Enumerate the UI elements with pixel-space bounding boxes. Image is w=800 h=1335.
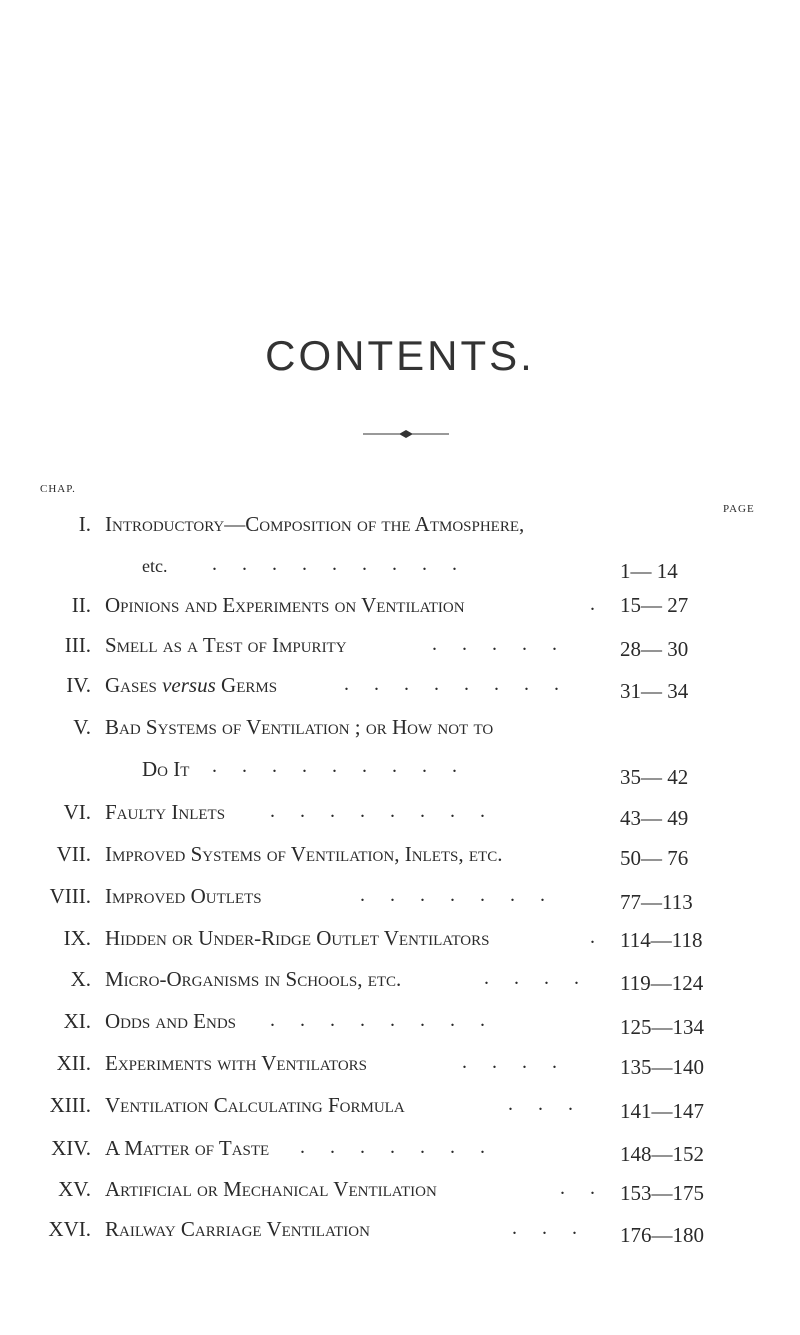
page-range: 148—152 (620, 1142, 704, 1166)
chapter-number: XV. (58, 1177, 91, 1201)
toc-entry (0, 593, 800, 633)
dot-leader: . . . . . . . . . (212, 755, 467, 777)
chapter-number: IX. (63, 926, 91, 950)
page-range: 1— 14 (620, 559, 678, 583)
page-range: 31— 34 (620, 679, 689, 703)
toc-entry-continuation (0, 757, 800, 797)
toc-entry (0, 633, 800, 673)
chapter-title: Faulty Inlets (105, 800, 226, 824)
chapter-title: Smell as a Test of Impurity (105, 633, 347, 657)
dot-leader: . . . . . . . (360, 884, 555, 906)
toc-entry (0, 715, 800, 755)
dot-leader: . . . . (462, 1051, 567, 1073)
toc-entry (0, 884, 800, 924)
page-range: 50— 76 (620, 846, 689, 870)
page-range: 15— 27 (620, 593, 689, 617)
dot-leader: . . . . . (432, 633, 567, 655)
dot-leader: . (590, 593, 605, 615)
chapter-number: VII. (56, 842, 91, 866)
chapter-number: XI. (63, 1009, 91, 1033)
chapter-title: Artificial or Mechanical Ventilation (105, 1177, 437, 1201)
chapter-number: XVI. (48, 1217, 91, 1241)
chapter-title-italic: versus (162, 673, 216, 697)
chapter-title: Railway Carriage Ventilation (105, 1217, 370, 1241)
chapter-title-continuation: Do It (142, 757, 190, 781)
chapter-number: II. (71, 593, 91, 617)
page-range: 119—124 (620, 971, 704, 995)
toc-entry (0, 512, 800, 552)
dot-leader: . . . . (484, 967, 589, 989)
chapter-title: A Matter of Taste (105, 1136, 270, 1160)
chapter-title-continuation: etc. (142, 556, 168, 576)
dot-leader: . . . . . . . . (270, 1009, 495, 1031)
page-column-header: PAGE (723, 503, 755, 515)
chapter-number: XIII. (49, 1093, 91, 1117)
toc-entry (0, 842, 800, 882)
chapter-column-header: CHAP. (40, 483, 76, 495)
page-range: 35— 42 (620, 765, 689, 789)
page-range: 153—175 (620, 1181, 704, 1205)
chapter-title: Ventilation Calculating Formula (105, 1093, 405, 1117)
chapter-title: Opinions and Experiments on Ventilation (105, 593, 465, 617)
page-range: 77—113 (620, 890, 693, 914)
toc-entry (0, 673, 800, 713)
page-range: 114—118 (620, 928, 703, 952)
dot-leader: . . . . . . . . (344, 673, 569, 695)
page-range: 135—140 (620, 1055, 704, 1079)
chapter-number: VI. (63, 800, 91, 824)
chapter-number: IV. (66, 673, 91, 697)
chapter-number: III. (64, 633, 91, 657)
dot-leader: . . . . . . . . (270, 800, 495, 822)
chapter-number: XII. (56, 1051, 91, 1075)
chapter-number: X. (70, 967, 91, 991)
toc-entry (0, 800, 800, 840)
title-ornament (363, 428, 449, 440)
page-range: 125—134 (620, 1015, 704, 1039)
page-range: 141—147 (620, 1099, 704, 1123)
page-range: 43— 49 (620, 806, 689, 830)
chapter-number: V. (73, 715, 91, 739)
page-range: 176—180 (620, 1223, 704, 1247)
chapter-number: VIII. (49, 884, 91, 908)
chapter-number: I. (78, 512, 91, 536)
toc-entry (0, 1051, 800, 1091)
chapter-title-part: Gases (105, 673, 163, 697)
toc-entry (0, 926, 800, 966)
chapter-title: Micro-Organisms in Schools, etc. (105, 967, 402, 991)
dot-leader: . . . (508, 1093, 583, 1115)
chapter-title: Introductory—Composition of the Atmosphere, (105, 512, 525, 536)
chapter-title: Hidden or Under-Ridge Outlet Ventilators (105, 926, 490, 950)
chapter-title: Improved Systems of Ventilation, Inlets, etc. (105, 842, 503, 866)
chapter-number: XIV. (51, 1136, 91, 1160)
chapter-title: Improved Outlets (105, 884, 262, 908)
toc-entry (0, 1093, 800, 1133)
dot-leader: . (590, 926, 605, 948)
chapter-title (105, 673, 277, 698)
chapter-title-part: Germs (215, 673, 278, 697)
toc-entry-continuation (0, 553, 800, 593)
dot-leader: . . . . . . . . . (212, 553, 467, 575)
dot-leader: . . . . . . . (300, 1136, 495, 1158)
page-range: 28— 30 (620, 637, 689, 661)
toc-entry (0, 1217, 800, 1257)
chapter-title: Odds and Ends (105, 1009, 237, 1033)
page-title: CONTENTS. (265, 332, 535, 379)
toc-entry (0, 1177, 800, 1217)
toc-entry (0, 967, 800, 1007)
chapter-title: Experiments with Ventilators (105, 1051, 367, 1075)
dot-leader: . . (560, 1177, 605, 1199)
dot-leader: . . . (512, 1217, 587, 1239)
toc-entry (0, 1009, 800, 1049)
chapter-title: Bad Systems of Ventilation ; or How not to (105, 715, 494, 739)
toc-entry (0, 1136, 800, 1176)
